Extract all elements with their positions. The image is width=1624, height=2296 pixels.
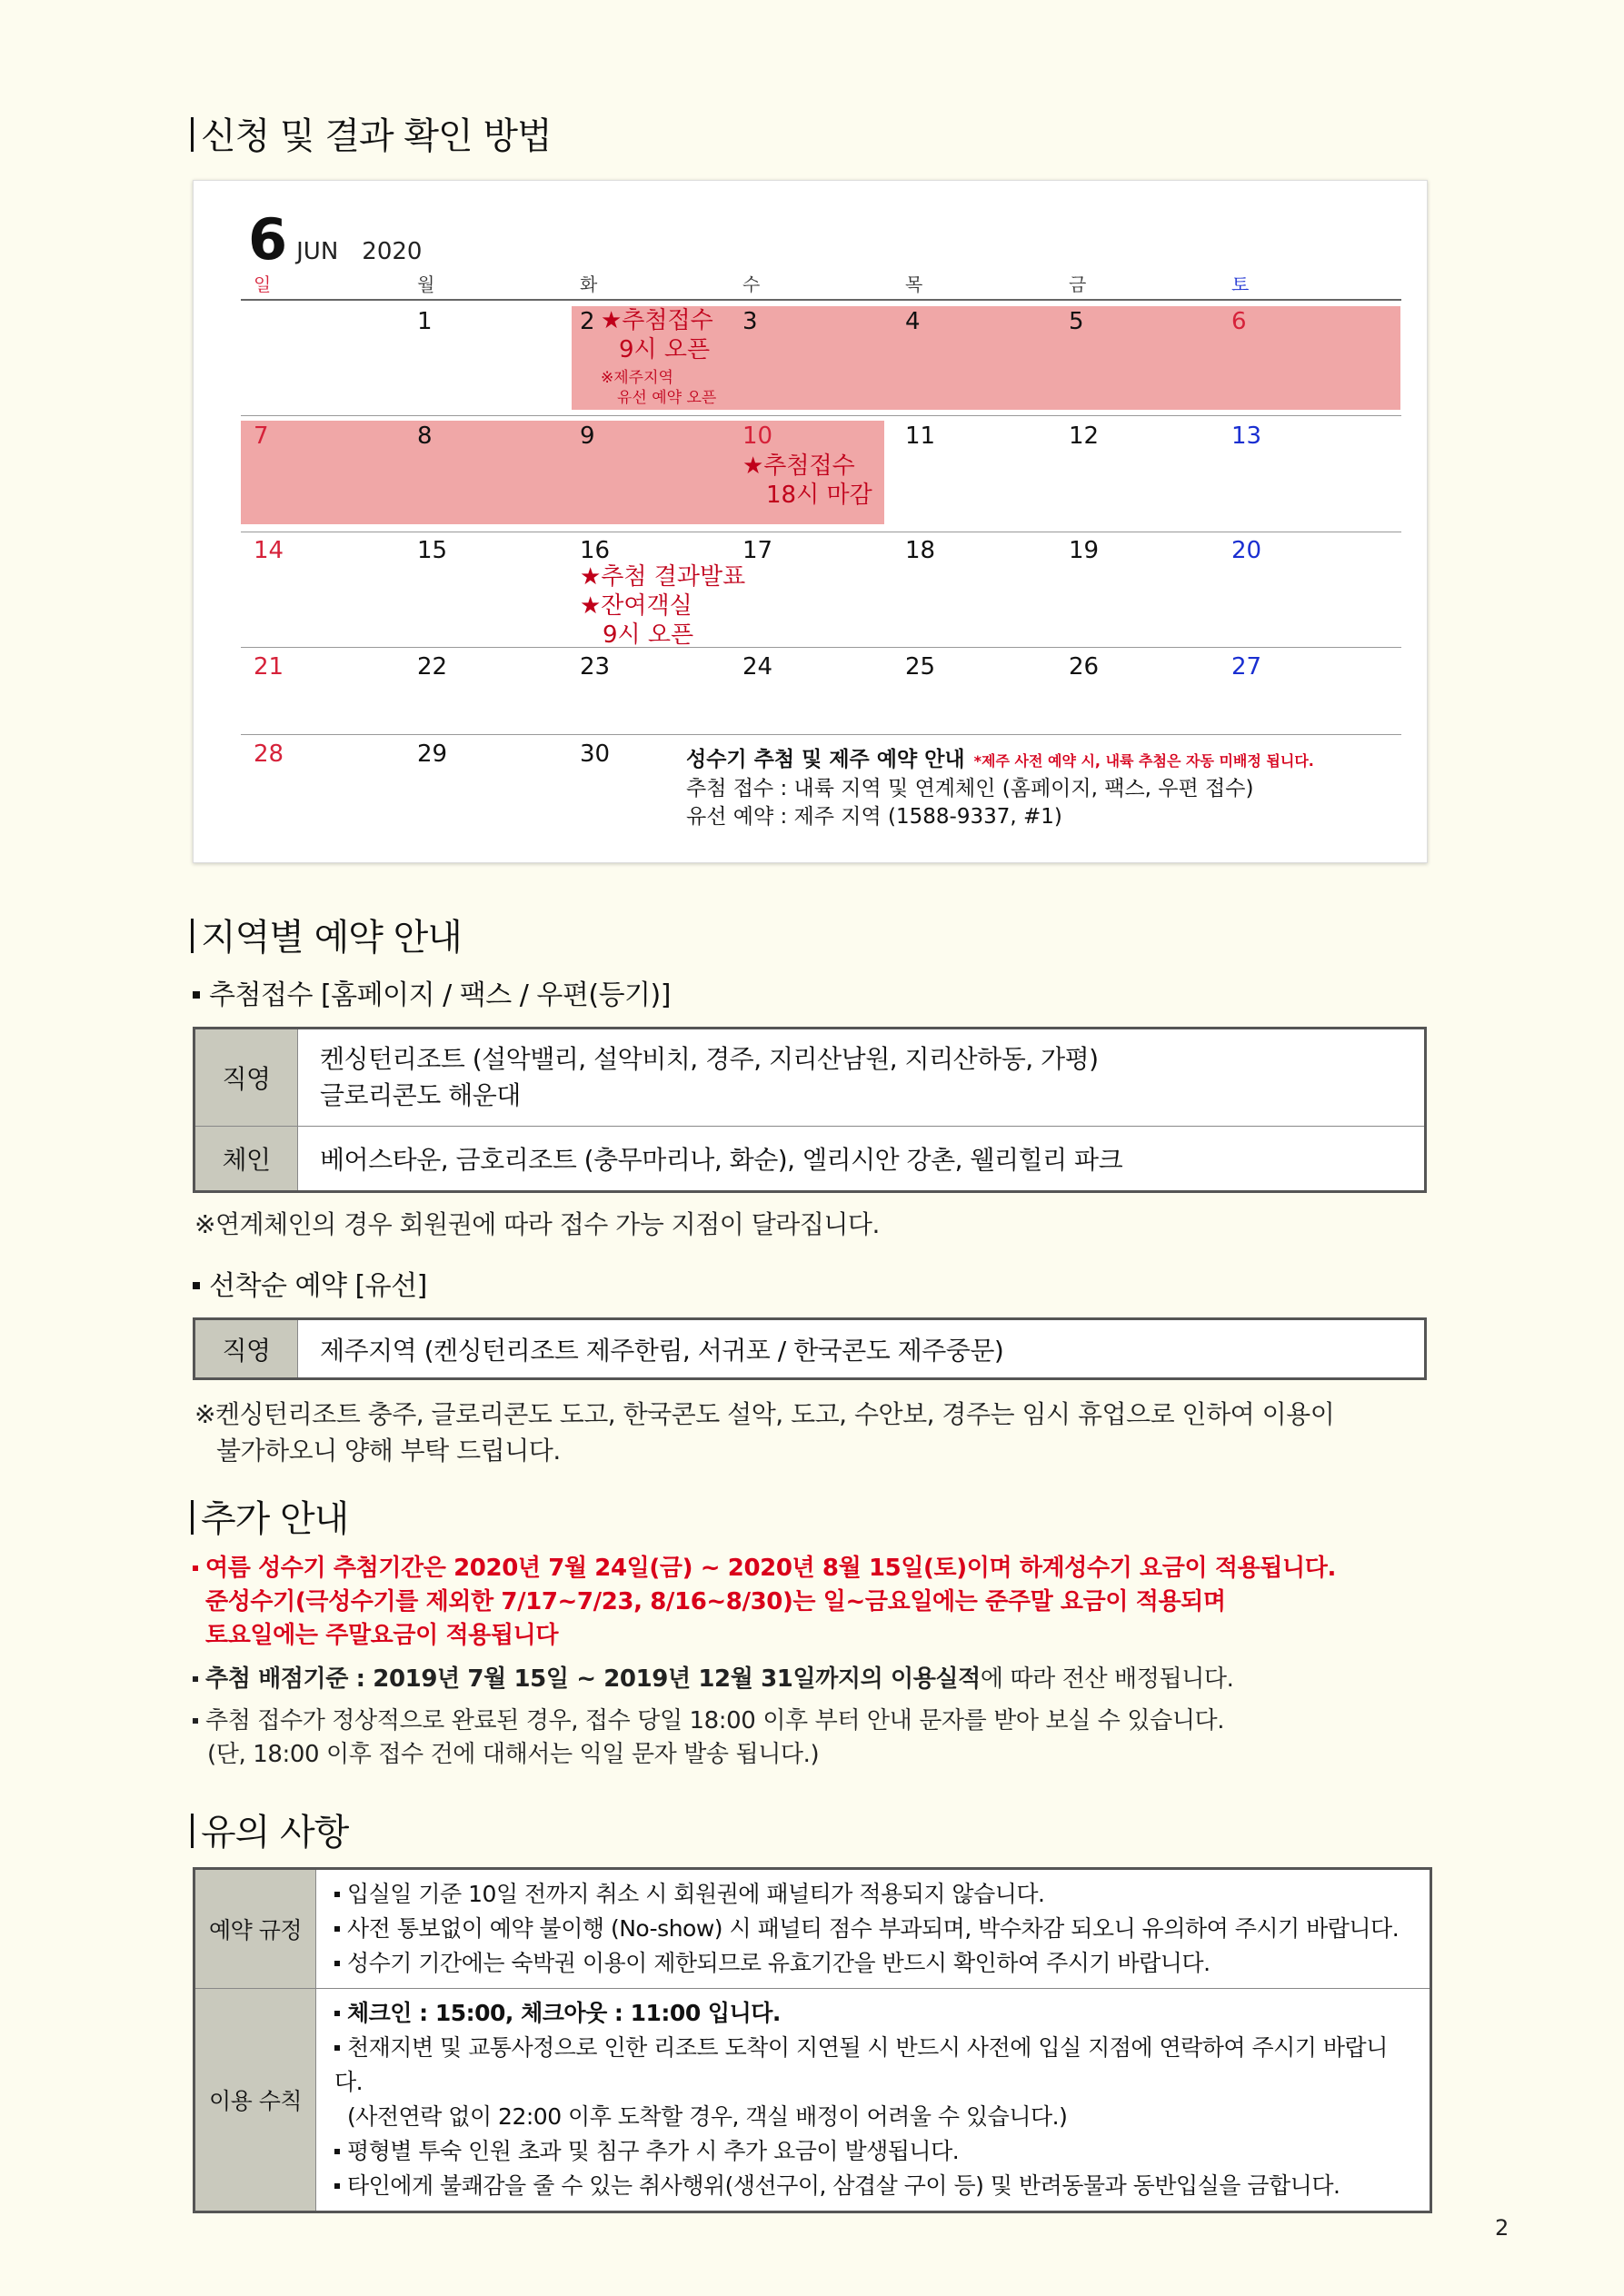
firstcome-subtitle: 선착순 예약 [유선] (193, 1263, 427, 1303)
day-27: 27 (1231, 653, 1262, 681)
table-row (194, 1127, 1426, 1192)
calendar-month-name: JUN (296, 238, 339, 265)
calendar-year: 2020 (362, 238, 423, 265)
rule-head: 예약 규정 (194, 1869, 316, 1989)
event-lottery-result: ★추첨 결과발표 (580, 563, 746, 591)
day-21: 21 (254, 653, 284, 681)
day-22: 22 (417, 653, 448, 681)
day-3: 3 (742, 308, 758, 335)
lottery-note: ※연계체인의 경우 회원권에 따라 접수 가능 지점이 달라집니다. (194, 1209, 880, 1239)
lottery-subtitle: 추첨접수 [홈페이지 / 팩스 / 우편(등기)] (193, 972, 671, 1012)
weekday-wed: 수 (742, 273, 761, 295)
row-head-chain: 체인 (194, 1127, 298, 1192)
weekday-sun: 일 (254, 273, 272, 295)
week-divider (241, 734, 1401, 735)
section-title-region: 지역별 예약 안내 (191, 909, 462, 960)
weekday-fri: 금 (1069, 273, 1087, 295)
rule-content: 입실일 기준 10일 전까지 취소 시 회원권에 패널티가 적용되지 않습니다. 사전 통보없이 예약 불이행 (No-show) 시 패널티 점수 부과되며, 박수차감 되오니 유의하여 주시기 바랍니다. 성수기 기간에는 숙박권 이용이 제한되므로 유효기간을 반드시 확인하여 주시기 바랍니다. (316, 1869, 1431, 1989)
calendar-note-title: 성수기 추첨 및 제주 예약 안내 (686, 748, 965, 771)
day-2: 2 (580, 308, 595, 335)
day-6: 6 (1231, 308, 1247, 335)
event-remaining-rooms: ★잔여객실 (580, 592, 692, 620)
day-10: 10 (742, 422, 773, 450)
day-9: 9 (580, 422, 595, 450)
row-head-direct: 직영 (194, 1029, 298, 1127)
extra-sms-notice: 추첨 접수가 정상적으로 완료된 경우, 접수 당일 18:00 이후 부터 안내 문자를 받아 보실 수 있습니다. (단, 18:00 이후 접수 건에 대해서는 익일 문자 발송 됩니다.) (193, 1705, 1224, 1772)
row-content-chain: 베어스타운, 금호리조트 (충무마리나, 화순), 엘리시안 강촌, 웰리힐리 파크 (298, 1127, 1426, 1192)
day-30: 30 (580, 740, 611, 768)
weekday-tue: 화 (580, 273, 598, 295)
calendar (193, 180, 1428, 863)
section-title-extra: 추가 안내 (191, 1490, 348, 1542)
day-5: 5 (1069, 308, 1084, 335)
day-7: 7 (254, 422, 269, 450)
day-16: 16 (580, 537, 611, 564)
use-head: 이용 수칙 (194, 1989, 316, 2212)
row-content-direct: 켄싱턴리조트 (설악밸리, 설악비치, 경주, 지리산남원, 지리산하동, 가평) 글로리콘도 해운대 (298, 1029, 1426, 1127)
day-20: 20 (1231, 537, 1262, 564)
weekday-mon: 월 (417, 273, 435, 295)
calendar-header (248, 206, 422, 273)
calendar-header-divider (241, 299, 1401, 301)
event-jeju-note: ※제주지역 (601, 369, 673, 387)
day-26: 26 (1069, 653, 1100, 681)
day-23: 23 (580, 653, 611, 681)
day-14: 14 (254, 537, 284, 564)
weekday-sat: 토 (1231, 273, 1250, 295)
day-28: 28 (254, 740, 284, 768)
lottery-table (193, 1027, 1427, 1193)
section-title-apply: 신청 및 결과 확인 방법 (191, 107, 552, 159)
calendar-note-line2: 유선 예약 : 제주 지역 (1588-9337, #1) (686, 805, 1062, 829)
calendar-note (686, 746, 1314, 831)
day-25: 25 (905, 653, 936, 681)
day-13: 13 (1231, 422, 1262, 450)
calendar-month: 6 (248, 206, 288, 273)
day-17: 17 (742, 537, 773, 564)
day-8: 8 (417, 422, 433, 450)
event-lottery-close: ★추첨접수 (742, 452, 855, 480)
day-19: 19 (1069, 537, 1100, 564)
weekday-thu: 목 (905, 273, 923, 295)
calendar-note-warning: *제주 사전 예약 시, 내륙 추첨은 자동 미배정 됩니다. (973, 752, 1314, 770)
firstcome-note: ※켄싱턴리조트 충주, 글로리콘도 도고, 한국콘도 설악, 도고, 수안보, 경주는 임시 휴업으로 인하여 이용이 불가하오니 양해 부탁 드립니다. (194, 1399, 1335, 1466)
section-title-caution: 유의 사항 (191, 1804, 348, 1855)
day-24: 24 (742, 653, 773, 681)
day-29: 29 (417, 740, 448, 768)
week-divider (241, 415, 1401, 416)
use-content: 체크인 : 15:00, 체크아웃 : 11:00 입니다. 천재지변 및 교통사정으로 인한 리조트 도착이 지연될 시 반드시 사전에 입실 지점에 연락하여 주시기 바랍니다. (사전연락 없이 22:00 이후 도착할 경우, 객실 배정이 어려울 수 있습니다.) 평형별 투숙 인원 초과 및 침구 추가 시 추가 요금이 발생됩니다. 타인에게 불쾌감을 줄 수 있는 취사행위(생선구이, 삼겹살 구이 등) 및 반려동물과 동반입실을 금합니다. (316, 1989, 1431, 2212)
week-divider (241, 647, 1401, 648)
firstcome-table (193, 1317, 1427, 1380)
day-18: 18 (905, 537, 936, 564)
event-jeju-phone-open: 유선 예약 오픈 (617, 389, 717, 407)
event-lottery-close-time: 18시 마감 (766, 482, 872, 509)
table-row (194, 1029, 1426, 1127)
day-4: 4 (905, 308, 921, 335)
day-12: 12 (1069, 422, 1100, 450)
caution-table (193, 1867, 1432, 2213)
row-head-direct: 직영 (194, 1319, 298, 1379)
table-row (194, 1989, 1431, 2212)
row-content-jeju: 제주지역 (켄싱턴리조트 제주한림, 서귀포 / 한국콘도 제주중문) (298, 1319, 1426, 1379)
day-11: 11 (905, 422, 936, 450)
page-number: 2 (1495, 2215, 1509, 2241)
table-row (194, 1869, 1431, 1989)
event-lottery-open: ★추첨접수 (601, 307, 713, 334)
calendar-note-line1: 추첨 접수 : 내륙 지역 및 연계체인 (홈페이지, 팩스, 우편 접수) (686, 777, 1254, 800)
event-remaining-open-time: 9시 오픈 (603, 621, 694, 649)
event-lottery-open-time: 9시 오픈 (619, 336, 711, 363)
extra-red-notice: 여름 성수기 추첨기간은 2020년 7월 24일(금) ~ 2020년 8월 15일(토)이며 하계성수기 요금이 적용됩니다. 준성수기(극성수기를 제외한 7/17~7/23, 8/16~8/30)는 일~금요일에는 준주말 요금이 적용되며 토요일에는 주말요금이 적용됩니다 (193, 1552, 1336, 1653)
extra-score-basis: 추첨 배점기준 : 2019년 7월 15일 ~ 2019년 12월 31일까지의 이용실적에 따라 전산 배정됩니다. (193, 1663, 1234, 1696)
table-row (194, 1319, 1426, 1379)
day-15: 15 (417, 537, 448, 564)
day-1: 1 (417, 308, 433, 335)
